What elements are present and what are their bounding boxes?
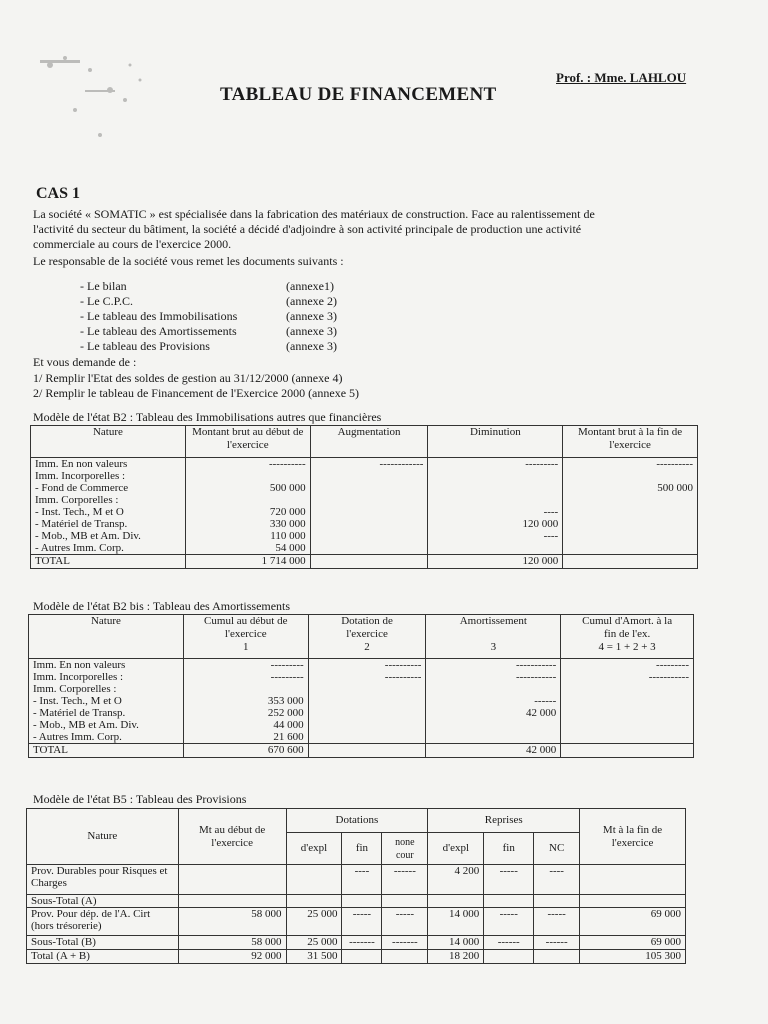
column-header: Dotations bbox=[286, 809, 428, 833]
table-row: Imm. En non valeurs Imm. Incorporelles : Imm. Corporelles : - Inst. Tech., M et O - Matériel de Transp. - Mob., MB et Am. Div. - Autres Imm. Corp. --------- --------- 353 000 252 000 44 000 21 600 ---------- ---------- ----------- ----------- ------ 42 000 --------- ----------- bbox=[29, 659, 694, 744]
intro-line-3: commerciale au cours de l'exercice 2000. bbox=[33, 237, 232, 251]
list-item: - Le tableau des Provisions (annexe 3) bbox=[80, 339, 337, 353]
column-header: Montant brut à la fin de l'exercice bbox=[563, 426, 698, 458]
list-item: - Le tableau des Amortissements (annexe 3) bbox=[80, 324, 337, 338]
table-b5-caption: Modèle de l'état B5 : Tableau des Provisions bbox=[33, 792, 247, 806]
list-item: - Le tableau des Immobilisations (annexe 3) bbox=[80, 309, 337, 323]
column-header: Cumul au début de l'exercice 1 bbox=[183, 615, 308, 659]
table-total-row: TOTAL 670 600 42 000 bbox=[29, 744, 694, 758]
ink-smudge bbox=[30, 40, 170, 180]
column-header: d'expl bbox=[286, 833, 342, 865]
column-header: Nature bbox=[29, 615, 184, 659]
table-b2-caption: Modèle de l'état B2 : Tableau des Immobilisations autres que financières bbox=[33, 410, 382, 424]
table-immobilisations bbox=[30, 425, 698, 569]
question-2: 2/ Remplir le tableau de Financement de l'Exercice 2000 (annexe 5) bbox=[33, 386, 360, 400]
intro-line-4: Le responsable de la société vous remet les documents suivants : bbox=[33, 254, 344, 268]
table-amortissements bbox=[28, 614, 694, 758]
table-total-row: TOTAL 1 714 000 120 000 bbox=[31, 555, 698, 569]
column-header: fin bbox=[484, 833, 534, 865]
column-header: Nature bbox=[31, 426, 186, 458]
column-header: d'expl bbox=[428, 833, 484, 865]
table-row: Prov. Durables pour Risques et Charges ---- ------ 4 200 ----- ---- bbox=[27, 865, 686, 895]
column-header: none cour bbox=[382, 833, 428, 865]
column-header: Dotation de l'exercice 2 bbox=[308, 615, 426, 659]
column-header: Mt au début de l'exercice bbox=[178, 809, 286, 865]
case-heading: CAS 1 bbox=[36, 185, 81, 202]
intro-line-1: La société « SOMATIC » est spécialisée dans la fabrication des matériaux de construction. Face au ralentissement de bbox=[33, 207, 595, 221]
table-row: Prov. Pour dép. de l'A. Cirt (hors trésorerie) 58 000 25 000 ----- ----- 14 000 ----- ----- 69 000 bbox=[27, 908, 686, 936]
professor-name: Prof. : Mme. LAHLOU bbox=[556, 70, 687, 85]
column-header: fin bbox=[342, 833, 382, 865]
column-header: Amortissement 3 bbox=[426, 615, 561, 659]
table-provisions bbox=[26, 808, 686, 964]
column-header: NC bbox=[534, 833, 580, 865]
column-header: Nature bbox=[27, 809, 179, 865]
table-row: Sous-Total (A) bbox=[27, 895, 686, 908]
table-row: Imm. En non valeurs Imm. Incorporelles : - Fond de Commerce Imm. Corporelles : - Inst. Tech., M et O - Matériel de Transp. - Mob., MB et Am. Div. - Autres Imm. Corp. ---------- 500 000 720 000 330 000 110 000 54 000 ------------ --------- ---- 120 000 ---- ---------- 500 000 bbox=[31, 458, 698, 555]
page-title: TABLEAU DE FINANCEMENT bbox=[220, 84, 497, 105]
column-header: Montant brut au début de l'exercice bbox=[185, 426, 310, 458]
column-header: Cumul d'Amort. à la fin de l'ex. 4 = 1 + 2 + 3 bbox=[561, 615, 694, 659]
column-header: Augmentation bbox=[310, 426, 428, 458]
question-1: 1/ Remplir l'Etat des soldes de gestion au 31/12/2000 (annexe 4) bbox=[33, 371, 343, 385]
table-total-row: Total (A + B) 92 000 31 500 18 200 105 300 bbox=[27, 950, 686, 964]
table-row: Sous-Total (B) 58 000 25 000 ------- ------- 14 000 ------ ------ 69 000 bbox=[27, 936, 686, 950]
column-header: Mt à la fin de l'exercice bbox=[580, 809, 686, 865]
column-header: Reprises bbox=[428, 809, 580, 833]
documents-list bbox=[80, 279, 337, 354]
demande-intro: Et vous demande de : bbox=[33, 355, 137, 369]
column-header: Diminution bbox=[428, 426, 563, 458]
list-item: - Le bilan (annexe1) bbox=[80, 279, 334, 293]
intro-line-2: l'activité du secteur du bâtiment, la société a décidé d'adjoindre à son activité principale de production une activité bbox=[33, 222, 582, 236]
table-b2bis-caption: Modèle de l'état B2 bis : Tableau des Amortissements bbox=[33, 599, 291, 613]
list-item: - Le C.P.C. (annexe 2) bbox=[80, 294, 337, 308]
